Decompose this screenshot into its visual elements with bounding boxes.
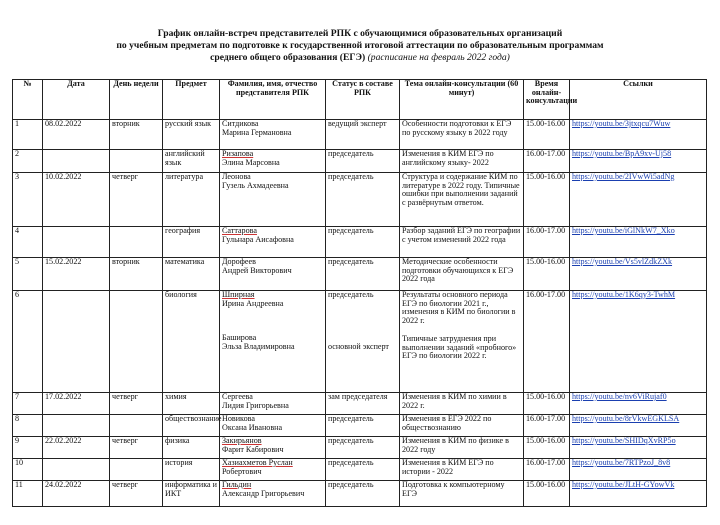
title-line-2: по учебным предметам по подготовке к государственной итоговой аттестации по образовательным программам: [116, 40, 604, 51]
cell-topic: Подготовка к компьютерному ЕГЭ: [400, 481, 524, 507]
cell-status: зам председателя: [326, 393, 400, 415]
cell-num: 11: [13, 481, 43, 507]
cell-status: председатель: [326, 481, 400, 507]
cell-link[interactable]: [570, 150, 707, 173]
cell-topic: Изменения в КИМ ЕГЭ по английскому языку- 2022: [400, 150, 524, 173]
table-row: [13, 437, 707, 459]
cell-date: [43, 227, 110, 258]
table-row: [13, 150, 707, 173]
cell-topic: Методические особенности подготовки обучающихся к ЕГЭ 2022 года: [400, 258, 524, 291]
cell-subject: химия: [163, 393, 220, 415]
cell-time: 15.00-16.00: [524, 258, 570, 291]
youtube-link[interactable]: https://youtu.be/BpA9xv-Uj58: [572, 149, 672, 158]
cell-date: [43, 150, 110, 173]
table-row: [13, 173, 707, 227]
cell-subject: английский язык: [163, 150, 220, 173]
header-link: Ссылки: [570, 80, 707, 120]
youtube-link[interactable]: https://youtu.be/nv6ViRujaf0: [572, 392, 667, 401]
cell-topic: Особенности подготовки к ЕГЭ по русскому языку в 2022 году: [400, 120, 524, 150]
cell-name: Новикова Оксана Ивановна: [220, 415, 326, 437]
title-line-3: среднего общего образования (ЕГЭ) (расписание на февраль 2022 года): [210, 52, 510, 63]
cell-name: Хазиахметов Руслан Робертович: [220, 459, 326, 481]
youtube-link[interactable]: https://youtu.be/3jtxqcu7Wuw: [572, 119, 671, 128]
header-name: Фамилия, имя, отчество представителя РПК: [220, 80, 326, 120]
table-row: [13, 393, 707, 415]
cell-name: Дорофеев Андрей Викторович: [220, 258, 326, 291]
cell-date: 15.02.2022: [43, 258, 110, 291]
header-subject: Предмет: [163, 80, 220, 120]
cell-link[interactable]: [570, 291, 707, 393]
cell-subject: математика: [163, 258, 220, 291]
cell-day: вторник: [110, 120, 163, 150]
cell-status: председатель: [326, 437, 400, 459]
cell-subject: обществознание: [163, 415, 220, 437]
cell-date: [43, 291, 110, 393]
cell-time: 16.00-17.00: [524, 291, 570, 393]
table-row: [13, 258, 707, 291]
cell-date: 24.02.2022: [43, 481, 110, 507]
cell-num: 8: [13, 415, 43, 437]
cell-status: председатель: [326, 150, 400, 173]
header-topic: Тема онлайн-консультации (60 минут): [400, 80, 524, 120]
cell-time: 16.00-17.00: [524, 227, 570, 258]
cell-link[interactable]: [570, 120, 707, 150]
cell-time: 15.00-16.00: [524, 173, 570, 227]
document-title: [40, 28, 680, 64]
cell-link[interactable]: [570, 437, 707, 459]
cell-num: 2: [13, 150, 43, 173]
cell-name: Ситдикова Марина Германовна: [220, 120, 326, 150]
cell-name: Леонова Гузель Ахмадеевна: [220, 173, 326, 227]
table-row: [13, 120, 707, 150]
cell-name: Сергеева Лидия Григорьевна: [220, 393, 326, 415]
cell-time: 16.00-17.00: [524, 150, 570, 173]
youtube-link[interactable]: https://youtu.be/iGlNkW7_Xko: [572, 226, 675, 235]
cell-time: 15.00-16.00: [524, 437, 570, 459]
title-note: (расписание на февраль 2022 года): [367, 52, 510, 63]
cell-date: [43, 415, 110, 437]
cell-subject: русский язык: [163, 120, 220, 150]
cell-topic: Изменения в КИМ ЕГЭ по истории - 2022: [400, 459, 524, 481]
cell-topic: Изменения в КИМ по физике в 2022 году: [400, 437, 524, 459]
cell-num: 10: [13, 459, 43, 481]
cell-day: [110, 415, 163, 437]
header-row: [13, 80, 707, 120]
youtube-link[interactable]: https://youtu.be/7RTPzoJ_8v8: [572, 458, 671, 467]
cell-date: 17.02.2022: [43, 393, 110, 415]
cell-link[interactable]: [570, 481, 707, 507]
youtube-link[interactable]: https://youtu.be/JLtH-GYowVk: [572, 480, 675, 489]
cell-num: 7: [13, 393, 43, 415]
cell-num: 6: [13, 291, 43, 393]
cell-subject: информатика и ИКТ: [163, 481, 220, 507]
cell-status: председатель: [326, 173, 400, 227]
cell-time: 15.00-16.00: [524, 481, 570, 507]
youtube-link[interactable]: https://youtu.be/1K6qy3-TwhM: [572, 290, 676, 299]
youtube-link[interactable]: https://youtu.be/8rVkwEGKLSA: [572, 414, 680, 423]
cell-name: Закирьянов Фарит Кабирович: [220, 437, 326, 459]
table-row: [13, 459, 707, 481]
cell-num: 1: [13, 120, 43, 150]
cell-link[interactable]: [570, 459, 707, 481]
cell-topic: Результаты основного периода ЕГЭ по биологии 2021 г., изменения в КИМ по биологии в 2022 г. Типичные затруднения при выполнении заданий «пробного» ЕГЭ по биологии 2022 г.: [400, 291, 524, 393]
cell-num: 5: [13, 258, 43, 291]
cell-subject: физика: [163, 437, 220, 459]
cell-status: председатель: [326, 227, 400, 258]
cell-link[interactable]: [570, 415, 707, 437]
cell-day: вторник: [110, 258, 163, 291]
cell-status: председатель: [326, 415, 400, 437]
header-day: День недели: [110, 80, 163, 120]
cell-link[interactable]: [570, 258, 707, 291]
cell-day: [110, 150, 163, 173]
title-line-1: График онлайн-встреч представителей РПК с обучающимися образовательных организаций: [157, 28, 563, 39]
cell-time: 15.00-16.00: [524, 120, 570, 150]
cell-date: 10.02.2022: [43, 173, 110, 227]
cell-date: 22.02.2022: [43, 437, 110, 459]
cell-time: 16.00-17.00: [524, 415, 570, 437]
cell-topic: Изменения в ЕГЭ 2022 по обществознанию: [400, 415, 524, 437]
cell-date: [43, 459, 110, 481]
youtube-link[interactable]: https://youtu.be/Vs5vlZdkZXk: [572, 257, 673, 266]
cell-name: Ризапова Элина Марсовна: [220, 150, 326, 173]
schedule-table: [12, 79, 707, 507]
cell-num: 4: [13, 227, 43, 258]
table-row: [13, 291, 707, 393]
cell-day: [110, 227, 163, 258]
cell-subject: история: [163, 459, 220, 481]
cell-day: четверг: [110, 173, 163, 227]
cell-topic: Изменения в КИМ по химии в 2022 г.: [400, 393, 524, 415]
youtube-link[interactable]: https://youtu.be/2IVwWi5adNg: [572, 172, 675, 181]
cell-day: четверг: [110, 393, 163, 415]
cell-num: 9: [13, 437, 43, 459]
header-num: №: [13, 80, 43, 120]
cell-subject: география: [163, 227, 220, 258]
cell-name: Шпирная Ирина Андреевна Баширова Эльза Владимировна: [220, 291, 326, 393]
table-row: [13, 415, 707, 437]
cell-date: 08.02.2022: [43, 120, 110, 150]
cell-link[interactable]: [570, 227, 707, 258]
header-status: Статус в составе РПК: [326, 80, 400, 120]
cell-day: [110, 291, 163, 393]
cell-status: председатель: [326, 258, 400, 291]
header-date: Дата: [43, 80, 110, 120]
cell-topic: Структура и содержание КИМ по литературе в 2022 году. Типичные ошибки при выполнении заданий с развёрнутым ответом.: [400, 173, 524, 227]
youtube-link[interactable]: https://youtu.be/SHIDqXvRP5o: [572, 436, 676, 445]
cell-day: четверг: [110, 481, 163, 507]
cell-name: Гильдин Александр Григорьевич: [220, 481, 326, 507]
cell-day: [110, 459, 163, 481]
cell-name: Саттарова Гульнара Аисафовна: [220, 227, 326, 258]
header-time: Время онлайн-консультации: [524, 80, 570, 120]
cell-status: ведущий эксперт: [326, 120, 400, 150]
cell-subject: литература: [163, 173, 220, 227]
cell-day: четверг: [110, 437, 163, 459]
cell-link[interactable]: [570, 173, 707, 227]
cell-status: председатель: [326, 459, 400, 481]
cell-topic: Разбор заданий ЕГЭ по географии с учетом изменений 2022 года: [400, 227, 524, 258]
cell-link[interactable]: [570, 393, 707, 415]
cell-status: председатель основной эксперт: [326, 291, 400, 393]
table-row: [13, 481, 707, 507]
cell-subject: биология: [163, 291, 220, 393]
table-row: [13, 227, 707, 258]
cell-time: 15.00-16.00: [524, 393, 570, 415]
cell-num: 3: [13, 173, 43, 227]
cell-time: 16.00-17.00: [524, 459, 570, 481]
